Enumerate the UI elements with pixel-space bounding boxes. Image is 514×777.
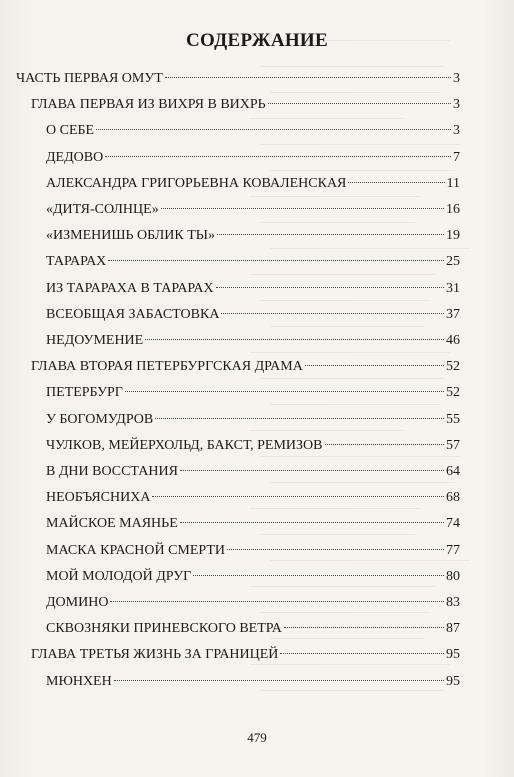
dot-leader xyxy=(110,601,444,602)
toc-entry-page: 87 xyxy=(446,621,460,637)
dot-leader xyxy=(217,234,444,235)
toc-entry-page: 46 xyxy=(446,333,460,348)
dot-leader xyxy=(161,208,444,209)
dot-leader xyxy=(114,680,444,681)
toc-entry-page: 74 xyxy=(446,516,460,532)
toc-entry-title: ДЕДОВО xyxy=(46,149,104,165)
dot-leader xyxy=(268,103,451,104)
toc-entry-page: 55 xyxy=(446,411,460,427)
toc-entry xyxy=(46,302,460,328)
toc-entry xyxy=(46,223,460,249)
toc-entry-title: «ДИТЯ-СОЛНЦЕ» xyxy=(46,202,159,217)
toc-entry-title: НЕДОУМЕНИЕ xyxy=(46,333,144,348)
toc-entry-title: ПЕТЕРБУРГ xyxy=(46,385,123,401)
toc-entry-page: 52 xyxy=(446,359,460,375)
toc-entry-page: 19 xyxy=(446,228,460,244)
toc-entry-page: 80 xyxy=(446,568,460,584)
toc-entry-title: НЕОБЪЯСНИХА xyxy=(46,490,151,506)
toc-entry-page: 77 xyxy=(446,542,460,558)
toc-entry xyxy=(46,564,460,590)
toc-entry-page: 31 xyxy=(446,280,460,296)
toc-entry-title: «ИЗМЕНИШЬ ОБЛИК ТЫ» xyxy=(46,228,216,244)
toc-entry-title: МАЙСКОЕ МАЯНЬЕ xyxy=(46,516,178,532)
toc-entry-page: 11 xyxy=(446,175,460,191)
toc-entry xyxy=(46,145,460,171)
toc-entry-title: О СЕБЕ xyxy=(46,123,95,139)
toc-entry-title: МЮНХЕН xyxy=(46,673,112,689)
toc-entry-page: 95 xyxy=(446,673,460,689)
toc-entry-title: У БОГОМУДРОВ xyxy=(46,411,154,427)
toc-entry xyxy=(46,171,460,197)
toc-entry-title: В ДНИ ВОССТАНИЯ xyxy=(46,464,178,479)
toc-entry-title: ВСЕОБЩАЯ ЗАБАСТОВКА xyxy=(46,306,220,322)
toc-entry xyxy=(46,669,460,695)
page-title: СОДЕРЖАНИЕ xyxy=(186,30,328,51)
toc-entry-title: ГЛАВА ПЕРВАЯ ИЗ ВИХРЯ В ВИХРЬ xyxy=(31,97,266,113)
toc-entry xyxy=(31,354,460,380)
toc-entry xyxy=(46,276,460,302)
dot-leader xyxy=(155,418,444,419)
toc-entry-page: 64 xyxy=(446,464,460,479)
toc-entry xyxy=(46,197,460,223)
toc-entry-page: 57 xyxy=(446,437,460,453)
toc-entry-page: 3 xyxy=(453,97,460,113)
dot-leader xyxy=(348,182,444,183)
toc-entry xyxy=(46,616,460,642)
toc-entry-page: 37 xyxy=(446,306,460,322)
dot-leader xyxy=(284,627,444,628)
dot-leader xyxy=(280,653,444,654)
toc-entry-page: 3 xyxy=(453,123,460,139)
toc-entry xyxy=(46,407,460,433)
page-number: 479 xyxy=(247,730,267,745)
toc-entry xyxy=(46,459,460,485)
dot-leader xyxy=(305,365,444,366)
dot-leader xyxy=(125,391,444,392)
toc-entry-page: 52 xyxy=(446,385,460,401)
toc-entry xyxy=(46,380,460,406)
toc-entry xyxy=(31,92,460,118)
toc-entry-page: 16 xyxy=(446,202,460,217)
toc-entry-page: 3 xyxy=(453,71,460,86)
dot-leader xyxy=(145,339,444,340)
toc-entry-title: ТАРАРАХ xyxy=(46,254,107,270)
dot-leader xyxy=(96,129,451,130)
toc-entry-title: ЧУЛКОВ, МЕЙЕРХОЛЬД, БАКСТ, РЕМИЗОВ xyxy=(46,437,323,453)
dot-leader xyxy=(227,549,444,550)
dot-leader xyxy=(325,444,445,445)
dot-leader xyxy=(105,156,451,157)
toc-entry-title: ГЛАВА ТРЕТЬЯ ЖИЗНЬ ЗА ГРАНИЦЕЙ xyxy=(31,647,279,663)
toc-entry-page: 7 xyxy=(453,149,460,165)
toc-entry xyxy=(46,538,460,564)
toc-entry xyxy=(46,590,460,616)
toc-entry-page: 25 xyxy=(446,254,460,270)
toc-entry xyxy=(46,433,460,459)
dot-leader xyxy=(165,77,451,78)
toc-entry xyxy=(46,485,460,511)
toc-entry xyxy=(46,249,460,275)
toc-entry-title: ГЛАВА ВТОРАЯ ПЕТЕРБУРГСКАЯ ДРАМА xyxy=(31,359,303,375)
toc-entry-title: СКВОЗНЯКИ ПРИНЕВСКОГО ВЕТРА xyxy=(46,621,282,637)
toc-entry-title: МОЙ МОЛОДОЙ ДРУГ xyxy=(46,568,192,584)
toc-entry-title: ДОМИНО xyxy=(46,595,109,610)
dot-leader xyxy=(108,260,444,261)
dot-leader xyxy=(180,470,444,471)
toc-entry-page: 95 xyxy=(446,647,460,663)
toc-entry xyxy=(46,328,460,354)
toc-entry-title: МАСКА КРАСНОЙ СМЕРТИ xyxy=(46,542,226,558)
toc-entry-title: ИЗ ТАРАРАХА В ТАРАРАХ xyxy=(46,280,214,296)
toc-entry xyxy=(31,642,460,668)
toc-entry-page: 68 xyxy=(446,490,460,506)
toc-entry xyxy=(16,66,460,92)
toc-entry-page: 83 xyxy=(446,595,460,610)
toc-entry xyxy=(46,511,460,537)
toc-entry xyxy=(46,118,460,144)
toc-entry-title: ЧАСТЬ ПЕРВАЯ ОМУТ xyxy=(16,71,163,86)
dot-leader xyxy=(216,287,444,288)
toc-entry-title: АЛЕКСАНДРА ГРИГОРЬЕВНА КОВАЛЕНСКАЯ xyxy=(46,175,347,191)
dot-leader xyxy=(152,496,444,497)
dot-leader xyxy=(221,313,444,314)
dot-leader xyxy=(180,522,444,523)
dot-leader xyxy=(193,575,444,576)
